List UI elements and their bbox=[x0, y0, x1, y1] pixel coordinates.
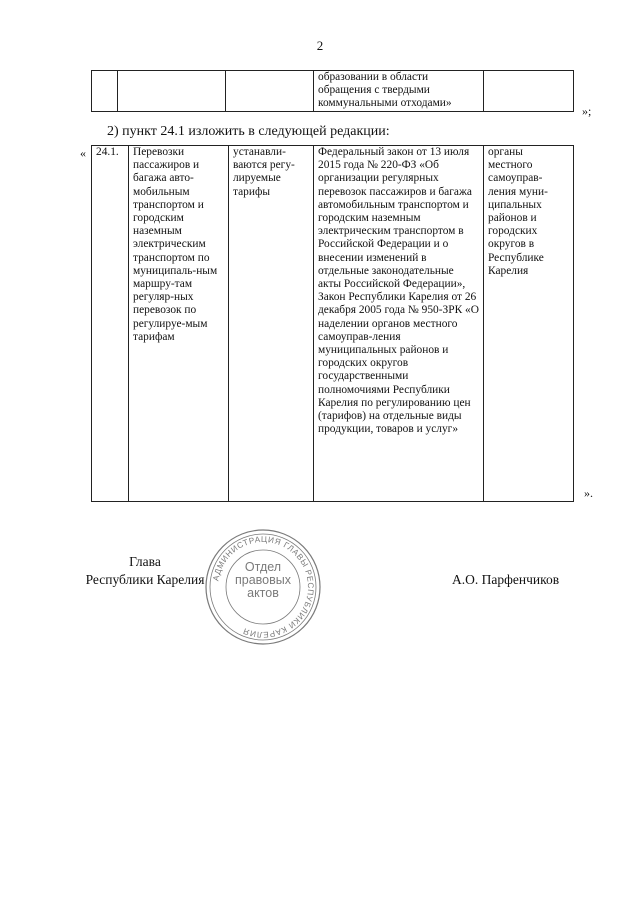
table-row bbox=[92, 71, 574, 112]
table-cell-authority: органы местного самоуправ-ления муни-ципальных районов и городских округов в Республике Карелия bbox=[484, 146, 574, 502]
table-continuation bbox=[91, 70, 574, 112]
stamp-center-line3: актов bbox=[247, 586, 279, 600]
stamp-center-text bbox=[225, 561, 301, 600]
table-cell-authority bbox=[484, 71, 574, 112]
closing-quote-period: ». bbox=[584, 486, 593, 500]
table-cell-activity: Перевозки пассажиров и багажа авто-мобильным транспортом и городским наземным электрическим транспортом по муниципаль-ным маршру-там регуляр-ных перевозок по регулируе-мым тарифам bbox=[129, 146, 229, 502]
signatory-title bbox=[78, 553, 212, 589]
table-cell-number bbox=[92, 71, 118, 112]
amendment-instruction: 2) пункт 24.1 изложить в следующей редакции: bbox=[107, 124, 390, 139]
table-new-row bbox=[91, 145, 574, 502]
table-cell-number: 24.1. bbox=[92, 146, 129, 502]
stamp-center-line2: правовых bbox=[235, 573, 291, 587]
table-cell-activity bbox=[118, 71, 226, 112]
signatory-title-line1: Глава bbox=[129, 554, 161, 569]
signatory-title-line2: Республики Карелия bbox=[85, 572, 205, 587]
table-row bbox=[92, 146, 574, 502]
stamp-ring-text: АДМИНИСТРАЦИЯ ГЛАВЫ РЕСПУБЛИКИ КАРЕЛИЯ bbox=[211, 534, 316, 640]
table-cell-regulation bbox=[226, 71, 314, 112]
closing-quote-semicolon: »; bbox=[582, 104, 592, 118]
table-cell-legal-basis: Федеральный закон от 13 июля 2015 года № 220-ФЗ «Об организации регулярных перевозок пассажиров и багажа автомобильным транспортом и городским наземным электрическим транспортом в Российской Федерации и о внесении изменений в отдельные законодательные акты Российской Федерации», Закон Республики Карелия от 26 декабря 2005 года № 950-ЗРК «О наделении органов местного самоуправ-ления муниципальных районов и городских округов государственными полномочиями Республики Карелия по регулированию цен (тарифов) на отдельные виды продукции, товаров и услуг» bbox=[314, 146, 484, 502]
stamp-center-line1: Отдел bbox=[244, 560, 282, 574]
table-cell-legal-basis: образовании в области обращения с твердыми коммунальными отходами» bbox=[314, 71, 484, 112]
page-number: 2 bbox=[316, 38, 324, 53]
opening-quote: « bbox=[80, 146, 86, 160]
official-stamp bbox=[203, 527, 323, 647]
signatory-name: А.О. Парфенчиков bbox=[452, 572, 560, 587]
table-cell-regulation: устанавли-ваются регу-лируемые тарифы bbox=[229, 146, 314, 502]
